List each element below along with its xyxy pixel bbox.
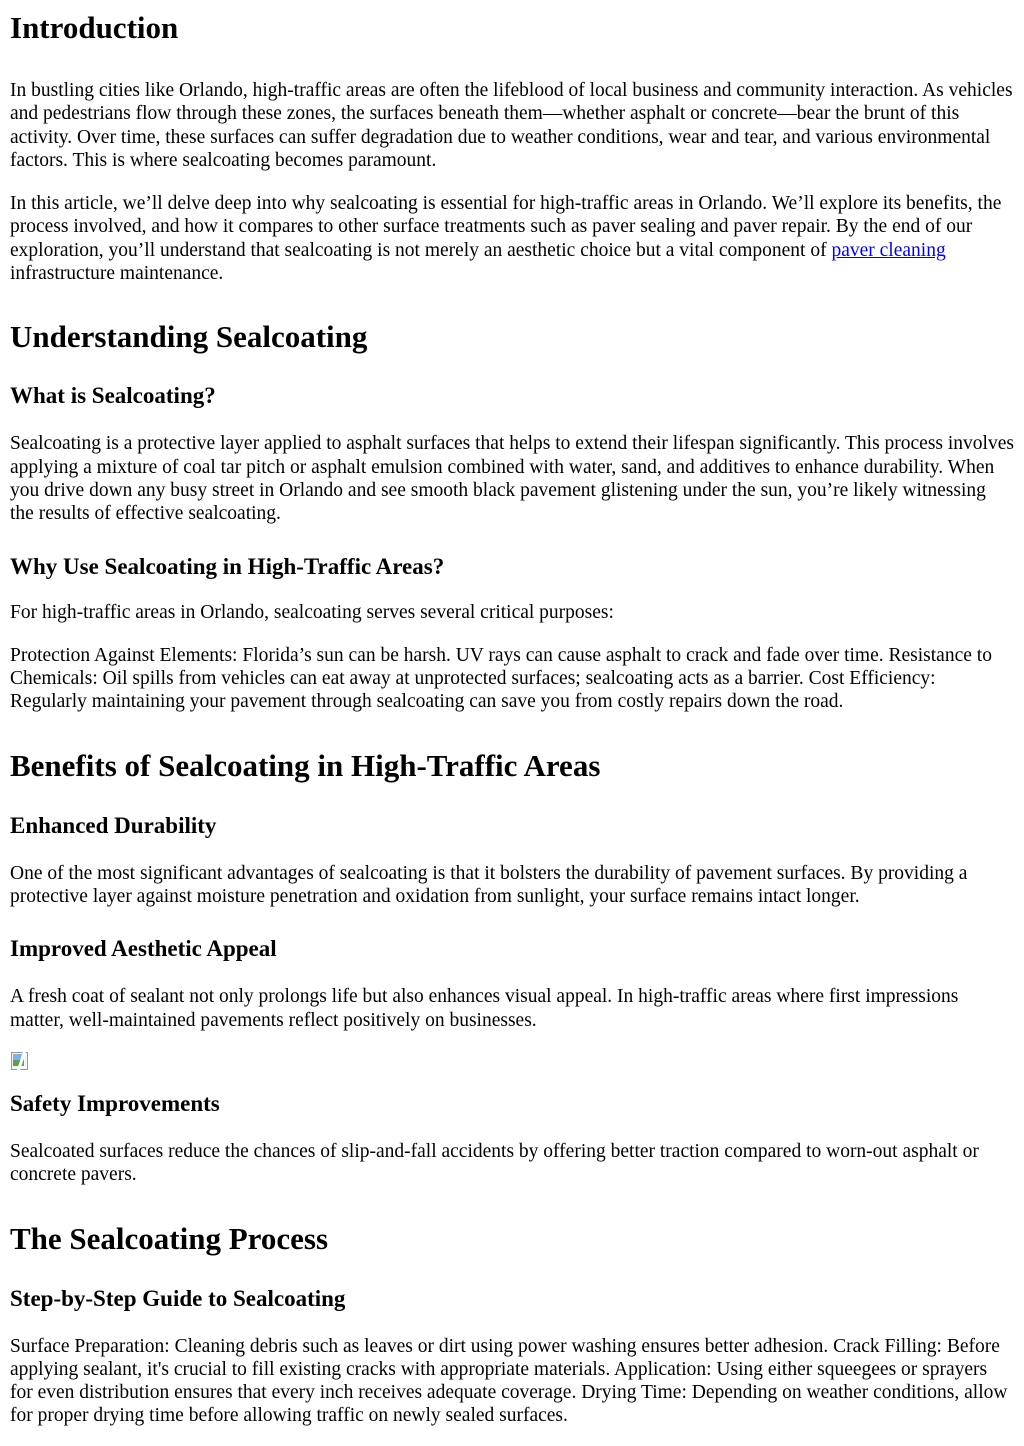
paragraph-intro-1: In bustling cities like Orlando, high-traffic areas are often the lifeblood of local business and community interaction. As vehicles and pedestrians flow through these zones, the surfaces beneath them—whether asphalt or concrete—bear the brunt of this activity. Over time, these surfaces can suffer degradation due to weather conditions, wear and tear, and various environmental factors. This is where sealcoating becomes paramount.: [10, 80, 1013, 171]
paragraph-safety-improvements: Sealcoated surfaces reduce the chances of slip-and-fall accidents by offering better traction compared to worn-out asphalt or concrete pavers.: [10, 1140, 979, 1186]
heading-sealcoating-process: The Sealcoating Process: [10, 1220, 329, 1256]
paragraph-intro-2: [10, 192, 1014, 285]
heading-enhanced-durability: Enhanced Durability: [10, 812, 217, 838]
paragraph-intro-2-text-b: infrastructure maintenance.: [10, 263, 224, 285]
heading-safety-improvements: Safety Improvements: [10, 1090, 220, 1116]
heading-step-by-step-guide: Step-by-Step Guide to Sealcoating: [10, 1285, 346, 1311]
heading-understanding-sealcoating: Understanding Sealcoating: [10, 319, 368, 355]
heading-introduction: Introduction: [10, 10, 179, 45]
heading-benefits: Benefits of Sealcoating in High-Traffic Areas: [10, 747, 601, 783]
paragraph-aesthetic-appeal: A fresh coat of sealant not only prolongs life but also enhances visual appeal. In high-traffic areas where first impressions matter, well-maintained pavements reflect positively on businesses.: [10, 986, 959, 1031]
paver-cleaning-link[interactable]: paver cleaning: [831, 239, 946, 261]
paragraph-step-by-step-guide: Surface Preparation: Cleaning debris such as leaves or dirt using power washing ensures better adhesion. Crack Filling: Before applying sealant, it's crucial to fill existing cracks with appropriate materials. Application: Using either squeegees or sprayers for even distribution ensures that every inch receives adequate coverage. Drying Time: Depending on weather conditions, allow for proper drying time before allowing traffic on newly sealed surfaces.: [10, 1335, 1008, 1427]
paragraph-enhanced-durability: One of the most significant advantages of sealcoating is that it bolsters the durability of pavement surfaces. By providing a protective layer against moisture penetration and oxidation from sunlight, your surface remains intact longer.: [10, 862, 968, 908]
paragraph-what-is-sealcoating: Sealcoating is a protective layer applied to asphalt surfaces that helps to extend their lifespan significantly. This process involves applying a mixture of coal tar pitch or asphalt emulsion combined with water, sand, and additives to enhance durability. When you drive down any busy street in Orlando and see smooth black pavement glistening under the sun, you’re likely witnessing the results of effective sealcoating.: [10, 433, 1014, 525]
heading-why-use-sealcoating: Why Use Sealcoating in High-Traffic Areas?: [10, 553, 445, 579]
broken-image-icon: [10, 1051, 30, 1071]
heading-what-is-sealcoating: What is Sealcoating?: [10, 383, 216, 409]
paragraph-why-lead: For high-traffic areas in Orlando, sealcoating serves several critical purposes:: [10, 601, 614, 623]
paragraph-why-purposes: Protection Against Elements: Florida’s sun can be harsh. UV rays can cause asphalt to crack and fade over time. Resistance to Chemicals: Oil spills from vehicles can eat away at unprotected surfaces; sealcoating acts as a barrier. Cost Efficiency: Regularly maintaining your pavement through sealcoating can save you from costly repairs down the road.: [10, 644, 992, 713]
paragraph-intro-2-text-a: In this article, we’ll delve deep into why sealcoating is essential for high-traffic areas in Orlando. We’ll explore its benefits, the process involved, and how it compares to other surface treatments such as paver sealing and paver repair. By the end of our exploration, you’ll understand that sealcoating is not merely an aesthetic choice but a vital component of: [10, 193, 1002, 261]
heading-aesthetic-appeal: Improved Aesthetic Appeal: [10, 936, 277, 962]
